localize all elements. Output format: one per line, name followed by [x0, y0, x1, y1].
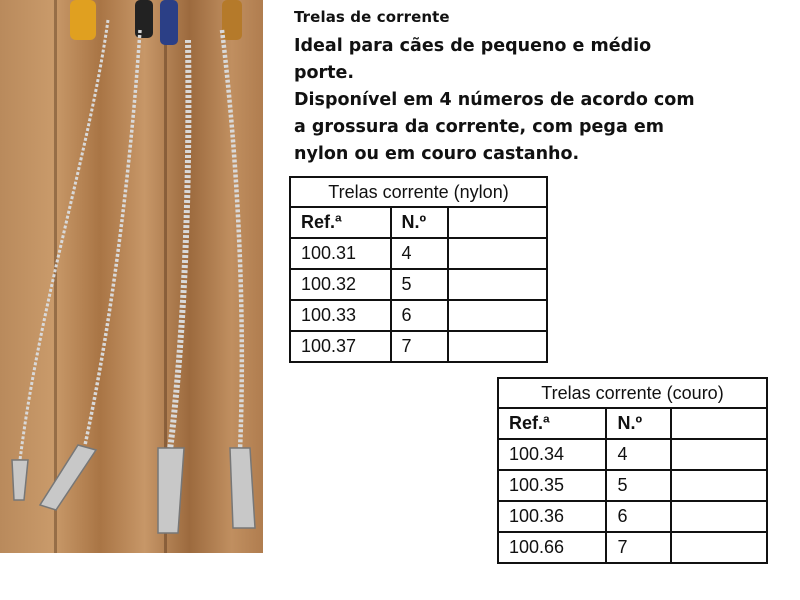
- description-line: a grossura da corrente, com pega em: [294, 117, 664, 137]
- column-header-empty: [671, 408, 767, 439]
- black-handle: [135, 0, 153, 38]
- ref-cell: 100.31: [290, 238, 391, 269]
- product-title: Trelas de corrente: [294, 8, 450, 26]
- product-description: [294, 33, 764, 168]
- number-cell: 6: [391, 300, 449, 331]
- table-row: [498, 439, 767, 470]
- description-line: Disponível em 4 números de acordo com: [294, 90, 695, 110]
- empty-cell: [448, 300, 547, 331]
- number-cell: 7: [606, 532, 671, 563]
- column-header-ref: Ref.ª: [498, 408, 606, 439]
- snap-hook-4: [230, 448, 255, 528]
- nylon-leash-table: [289, 176, 548, 363]
- chain-3: [170, 40, 188, 450]
- column-header-number: N.º: [606, 408, 671, 439]
- product-photo: [0, 0, 263, 553]
- brown-handle: [222, 0, 242, 40]
- table-row: [290, 269, 547, 300]
- description-line: porte.: [294, 63, 355, 83]
- empty-cell: [448, 269, 547, 300]
- ref-cell: 100.34: [498, 439, 606, 470]
- description-line: Ideal para cães de pequeno e médio: [294, 36, 652, 56]
- table-row: [498, 532, 767, 563]
- table-row: [290, 300, 547, 331]
- number-cell: 7: [391, 331, 449, 362]
- empty-cell: [671, 439, 767, 470]
- empty-cell: [448, 238, 547, 269]
- empty-cell: [448, 331, 547, 362]
- ref-cell: 100.33: [290, 300, 391, 331]
- table-row: [498, 470, 767, 501]
- leather-leash-table: [497, 377, 768, 564]
- number-cell: 6: [606, 501, 671, 532]
- yellow-handle: [70, 0, 96, 40]
- snap-hook-1: [12, 460, 28, 500]
- ref-cell: 100.37: [290, 331, 391, 362]
- empty-cell: [671, 470, 767, 501]
- ref-cell: 100.66: [498, 532, 606, 563]
- ref-cell: 100.32: [290, 269, 391, 300]
- snap-hook-3: [158, 448, 184, 533]
- table-caption: Trelas corrente (nylon): [290, 177, 547, 207]
- column-header-ref: Ref.ª: [290, 207, 391, 238]
- ref-cell: 100.36: [498, 501, 606, 532]
- chain-leashes-illustration: [0, 0, 263, 553]
- description-line: nylon ou em couro castanho.: [294, 144, 580, 164]
- number-cell: 4: [391, 238, 449, 269]
- column-header-empty: [448, 207, 547, 238]
- table-row: [498, 501, 767, 532]
- number-cell: 4: [606, 439, 671, 470]
- empty-cell: [671, 501, 767, 532]
- snap-hook-2: [40, 445, 96, 510]
- chain-4: [222, 30, 242, 450]
- chain-2: [85, 30, 140, 445]
- table-row: [290, 238, 547, 269]
- ref-cell: 100.35: [498, 470, 606, 501]
- number-cell: 5: [391, 269, 449, 300]
- empty-cell: [671, 532, 767, 563]
- table-row: [290, 331, 547, 362]
- table-caption: Trelas corrente (couro): [498, 378, 767, 408]
- blue-handle: [160, 0, 178, 45]
- column-header-number: N.º: [391, 207, 449, 238]
- number-cell: 5: [606, 470, 671, 501]
